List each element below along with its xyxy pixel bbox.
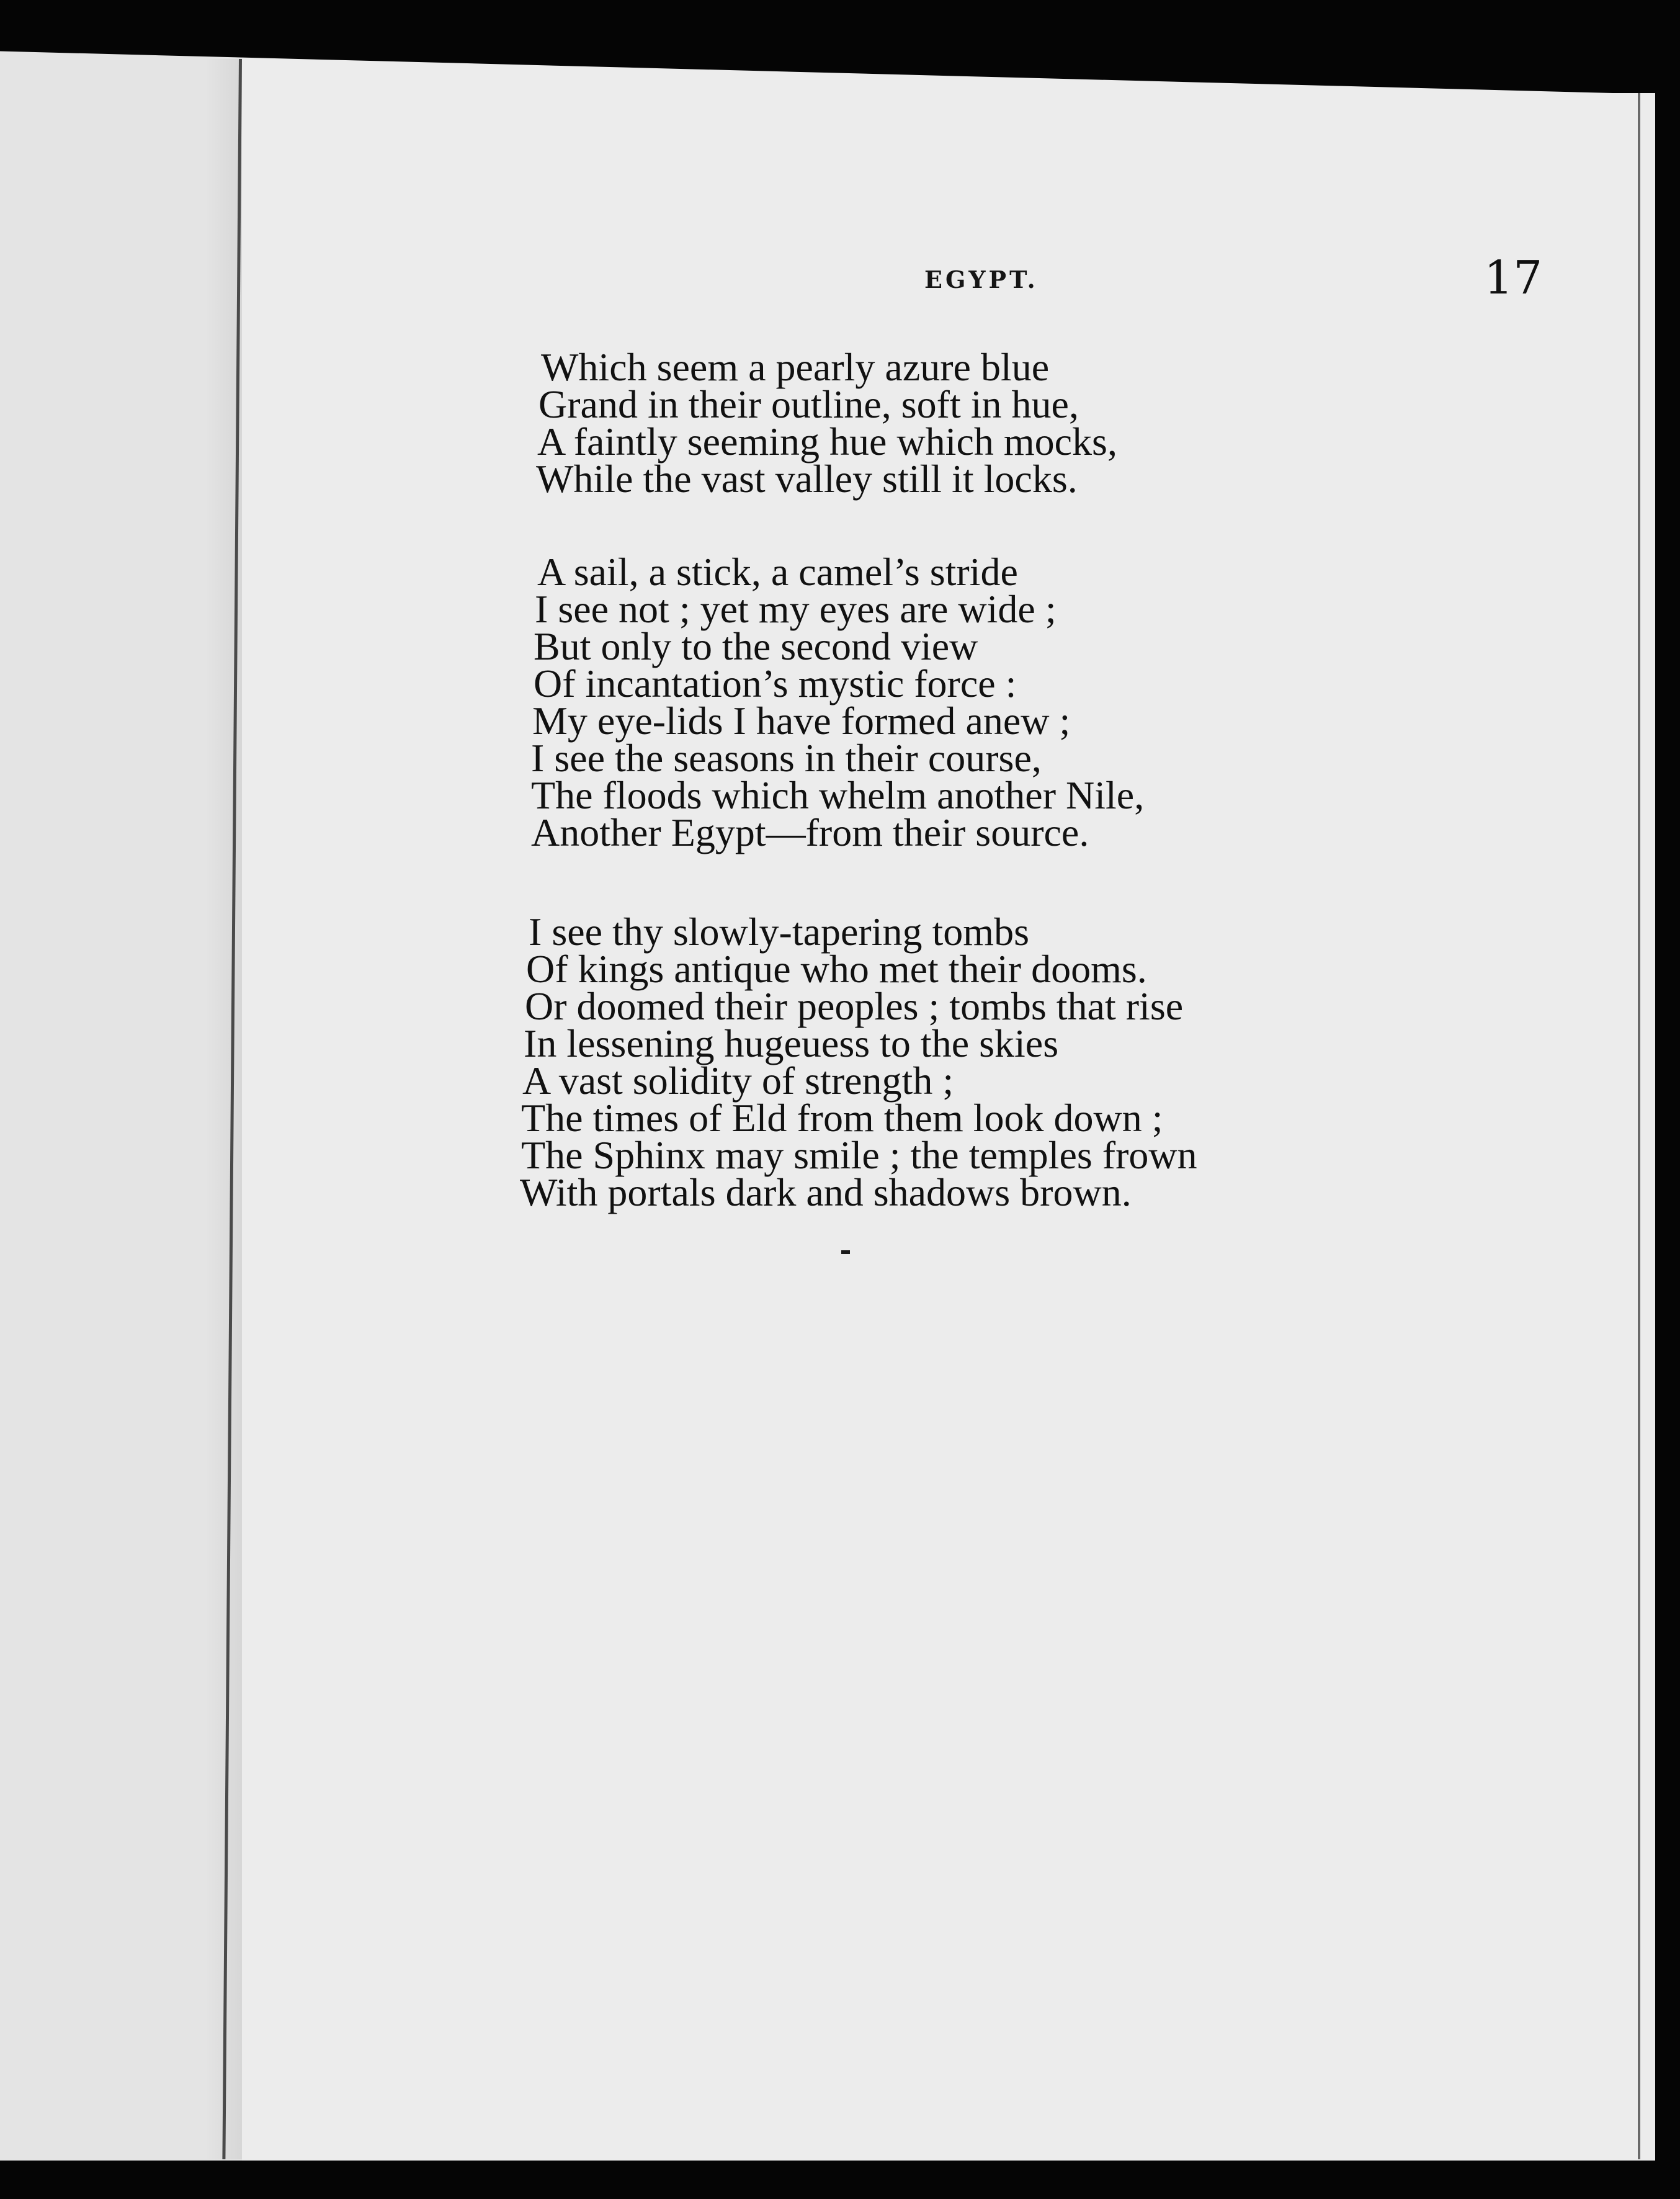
poem-line: While the vast valley still it locks. bbox=[536, 457, 1078, 501]
poem-line: My eye-lids I have formed anew ; bbox=[532, 699, 1071, 743]
poem-line: Another Egypt—from their source. bbox=[531, 810, 1089, 854]
poem-line: A vast solidity of strength ; bbox=[522, 1059, 954, 1103]
poem-line: The floods which whelm another Nile, bbox=[531, 773, 1145, 817]
poem-line: The times of Eld from them look down ; bbox=[521, 1096, 1163, 1140]
ink-speck bbox=[841, 1250, 850, 1254]
poem-line: Of kings antique who met their dooms. bbox=[526, 947, 1147, 991]
poem-line: A sail, a stick, a camel’s stride bbox=[537, 550, 1018, 594]
poem-line: I see not ; yet my eyes are wide ; bbox=[535, 587, 1057, 631]
scan-border-bottom bbox=[0, 2161, 1680, 2199]
page-edge bbox=[1638, 87, 1640, 2159]
running-header: EGYPT. bbox=[924, 266, 1039, 293]
poem-line: With portals dark and shadows brown. bbox=[520, 1170, 1132, 1214]
poem-line: Of incantation’s mystic force : bbox=[534, 661, 1017, 705]
poem-line: The Sphinx may smile ; the temples frown bbox=[521, 1133, 1197, 1177]
page-number: 17 bbox=[1484, 251, 1543, 305]
poem-line: I see the seasons in their course, bbox=[531, 736, 1042, 780]
poem-line: Grand in their outline, soft in hue, bbox=[538, 382, 1079, 426]
poem-line: In lessening hugeuess to the skies bbox=[524, 1021, 1059, 1065]
poem-line: But only to the second view bbox=[534, 624, 978, 668]
scan-border-right bbox=[1655, 0, 1680, 2199]
poem-line: Which seem a pearly azure blue bbox=[541, 345, 1050, 389]
poem-line: Or doomed their peoples ; tombs that rise bbox=[525, 984, 1184, 1028]
poem-line: A faintly seeming hue which mocks, bbox=[537, 419, 1117, 464]
poem-line: I see thy slowly-tapering tombs bbox=[529, 910, 1029, 954]
